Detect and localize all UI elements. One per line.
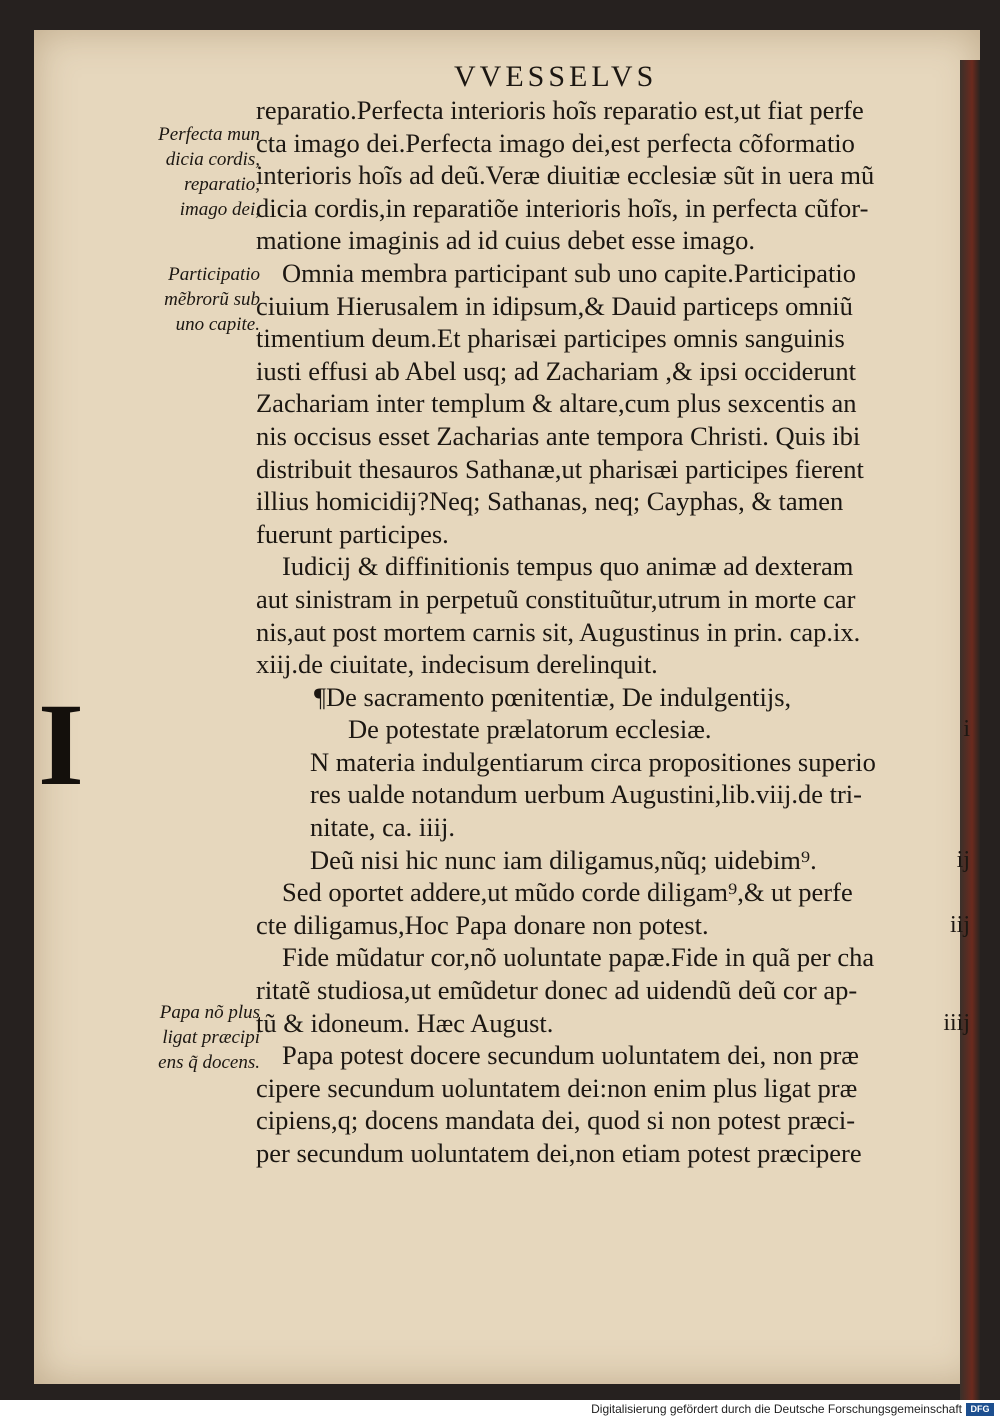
text-line: matione imaginis ad id cuius debet esse imago. <box>256 225 755 256</box>
margin-note-line: Papa nõ plus <box>159 1002 260 1023</box>
text-line: N materia indulgentiarum circa propositiones superio <box>310 746 876 777</box>
text-line: xiij.de ciuitate, indecisum derelinquit. <box>256 649 658 680</box>
text-line: dicia cordis,in reparatiõe interioris hoĩs, in perfecta cũfor- <box>256 192 869 223</box>
margin-note-line: uno capite. <box>175 314 260 335</box>
running-header: VVESSELVS <box>454 60 658 93</box>
text-line: reparatio.Perfecta interioris hoĩs reparatio est,ut fiat perfe <box>256 95 864 125</box>
pilcrow-mark: ¶ <box>314 681 327 712</box>
text-line: fuerunt participes. <box>256 518 449 549</box>
margin-note-line: ens q̃ docens. <box>158 1052 260 1073</box>
text-line <box>256 1007 976 1040</box>
line-number: i <box>963 716 970 743</box>
margin-note-3 <box>110 1000 260 1075</box>
drop-cap: I <box>38 679 84 810</box>
text-line-content: cte diligamus,Hoc Papa donare non potest. <box>256 909 709 940</box>
text-line-content: tũ & idoneum. Hæc August. <box>256 1007 554 1038</box>
text-line: cta imago dei.Perfecta imago dei,est perfecta cõformatio <box>256 127 855 158</box>
line-number: ij <box>956 846 970 873</box>
text-line: iusti effusi ab Abel usq; ad Zachariam ,& ipsi occiderunt <box>256 355 857 386</box>
text-line: per secundum uoluntatem dei,non etiam potest præcipere <box>256 1138 862 1168</box>
margin-note-line: reparatio, <box>184 174 260 195</box>
section-heading <box>256 681 976 714</box>
margin-note-line: imago dei, <box>179 199 260 220</box>
margin-note-line: ligat præcipi <box>162 1027 260 1048</box>
section-heading <box>256 713 976 746</box>
text-line: Papa potest docere secundum uoluntatem dei, non præ <box>282 1040 859 1071</box>
text-line: aut sinistram in perpetuũ constituũtur,utrum in morte car <box>256 583 856 614</box>
text-line: cipere secundum uoluntatem dei:non enim plus ligat præ <box>256 1072 858 1103</box>
margin-note-1 <box>110 122 260 222</box>
book-page <box>34 30 980 1384</box>
text-line: ritatẽ studiosa,ut emũdetur donec ad uidendũ deũ cor ap- <box>256 975 858 1006</box>
text-line-content: Deũ nisi hic nunc iam diligamus,nũq; uidebim⁹. <box>310 844 817 875</box>
text-line: cipiens,q; docens mandata dei, quod si non potest præci- <box>256 1105 856 1136</box>
text-line: Iudicij & diffinitionis tempus quo animæ ad dexteram <box>282 551 854 582</box>
margin-note-line: dicia cordis, <box>165 149 260 170</box>
body-text <box>256 94 976 1170</box>
text-line: Zachariam inter templum & altare,cum plus sexcentis an <box>256 388 857 419</box>
margin-note-line: Perfecta mun <box>158 124 260 145</box>
text-line: Fide mũdatur cor,nõ uoluntate papæ.Fide in quã per cha <box>282 942 875 973</box>
text-line: interioris hoĩs ad deũ.Veræ diuitiæ ecclesiæ sũt in uera mũ <box>256 160 875 191</box>
dfg-logo-icon: DFG <box>966 1403 994 1416</box>
text-line: illius homicidij?Neq; Sathanas, neq; Cayphas, & tamen <box>256 486 844 517</box>
text-line: timentium deum.Et pharisæi participes omnis sanguinis <box>256 323 845 354</box>
margin-note-line: Participatio <box>168 264 260 285</box>
text-line <box>256 909 976 942</box>
footer-bar <box>0 1400 1000 1421</box>
text-line: nitate, ca. iiij. <box>310 812 455 843</box>
text-line: ciuium Hierusalem in idipsum,& Dauid particeps omniũ <box>256 290 853 321</box>
text-line: Sed oportet addere,ut mũdo corde diligam⁹,& ut perfe <box>282 877 853 908</box>
margin-note-line: mẽbrorũ sub <box>164 289 260 310</box>
margin-note-2 <box>110 262 260 337</box>
text-line: res ualde notandum uerbum Augustini,lib.viij.de tri- <box>310 779 862 810</box>
text-line: distribuit thesauros Sathanæ,ut pharisæi participes fierent <box>256 453 864 484</box>
text-line: nis,aut post mortem carnis sit, Augustinus in prin. cap.ix. <box>256 616 861 647</box>
line-number: iij <box>949 911 970 938</box>
section-heading-text: De sacramento pœnitentiæ, De indulgentijs, <box>326 681 792 712</box>
funding-credit: Digitalisierung gefördert durch die Deutsche Forschungsgemeinschaft <box>591 1402 962 1416</box>
text-line <box>256 844 976 877</box>
text-line: Omnia membra participant sub uno capite.Participatio <box>282 257 856 288</box>
line-number: iiij <box>943 1009 970 1036</box>
text-line: nis occisus esset Zacharias ante tempora Christi. Quis ibi <box>256 420 861 451</box>
section-heading-text: De potestate prælatorum ecclesiæ. <box>348 714 712 745</box>
